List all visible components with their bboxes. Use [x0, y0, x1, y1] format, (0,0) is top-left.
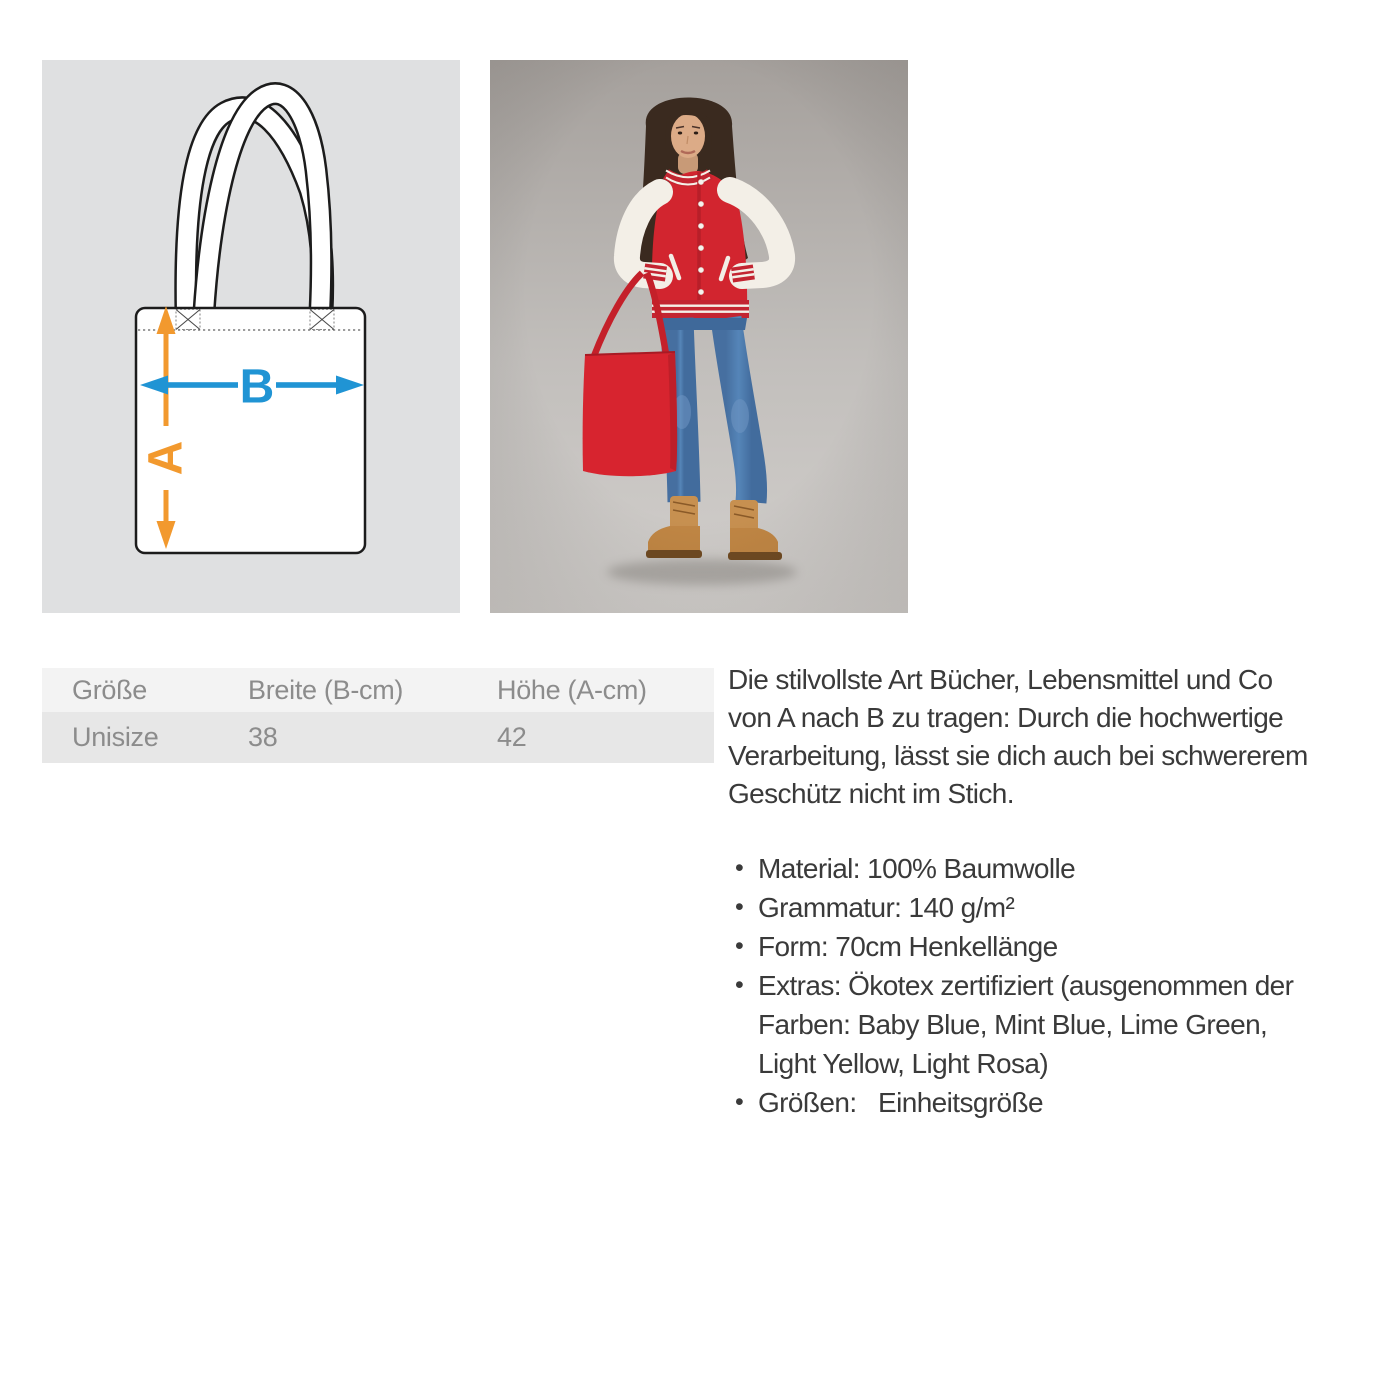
spec-bullet-list [728, 849, 1388, 1122]
bullet-line: Material: 100% Baumwolle [758, 853, 1076, 884]
model-photo [490, 60, 908, 613]
bullet-dot: • [735, 971, 744, 999]
list-item [728, 1083, 1388, 1122]
photo-vignette [490, 60, 908, 613]
model-photo-panel [490, 60, 908, 613]
size-table [42, 668, 714, 763]
bullet-line: Form: 70cm Henkellänge [758, 931, 1058, 962]
width-value: 38 [248, 722, 278, 752]
bag-outline [136, 308, 365, 553]
bullet-line: Grammatur: 140 g/m² [758, 892, 1015, 923]
bullet-dot: • [735, 932, 744, 960]
bullet-dot: • [735, 893, 744, 921]
paragraph-line: von A nach B zu tragen: Durch die hochwertige [728, 702, 1284, 733]
size-table-header-size: Größe [72, 675, 148, 705]
width-label: B [239, 360, 275, 414]
product-description [728, 661, 1388, 1122]
height-value: 42 [497, 722, 527, 752]
paragraph-line: Die stilvollste Art Bücher, Lebensmittel und Co [728, 664, 1273, 695]
size-table-header-height: Höhe (A-cm) [497, 675, 647, 705]
description-paragraph [728, 661, 1388, 813]
size-table-header-width: Breite (B-cm) [248, 675, 404, 705]
bullet-line: Farben: Baby Blue, Mint Blue, Lime Green, [758, 1009, 1268, 1040]
bullet-line: Größen: Einheitsgröße [758, 1087, 1043, 1118]
bullet-dot: • [735, 854, 744, 882]
size-table-row-unisize [42, 712, 714, 763]
list-item [728, 966, 1388, 1083]
size-diagram-panel [42, 60, 460, 613]
size-table-header-row [42, 668, 714, 712]
size-value: Unisize [72, 722, 159, 752]
bullet-line: Extras: Ökotex zertifiziert (ausgenommen der [758, 970, 1294, 1001]
bullet-line: Light Yellow, Light Rosa) [758, 1048, 1049, 1079]
paragraph-line: Geschütz nicht im Stich. [728, 778, 1014, 809]
height-label: A [139, 440, 193, 476]
tote-bag-measurement-diagram [42, 60, 460, 613]
paragraph-line: Verarbeitung, lässt sie dich auch bei schwererem [728, 740, 1308, 771]
list-item [728, 927, 1388, 966]
list-item [728, 888, 1388, 927]
bullet-dot: • [735, 1088, 744, 1116]
list-item [728, 849, 1388, 888]
